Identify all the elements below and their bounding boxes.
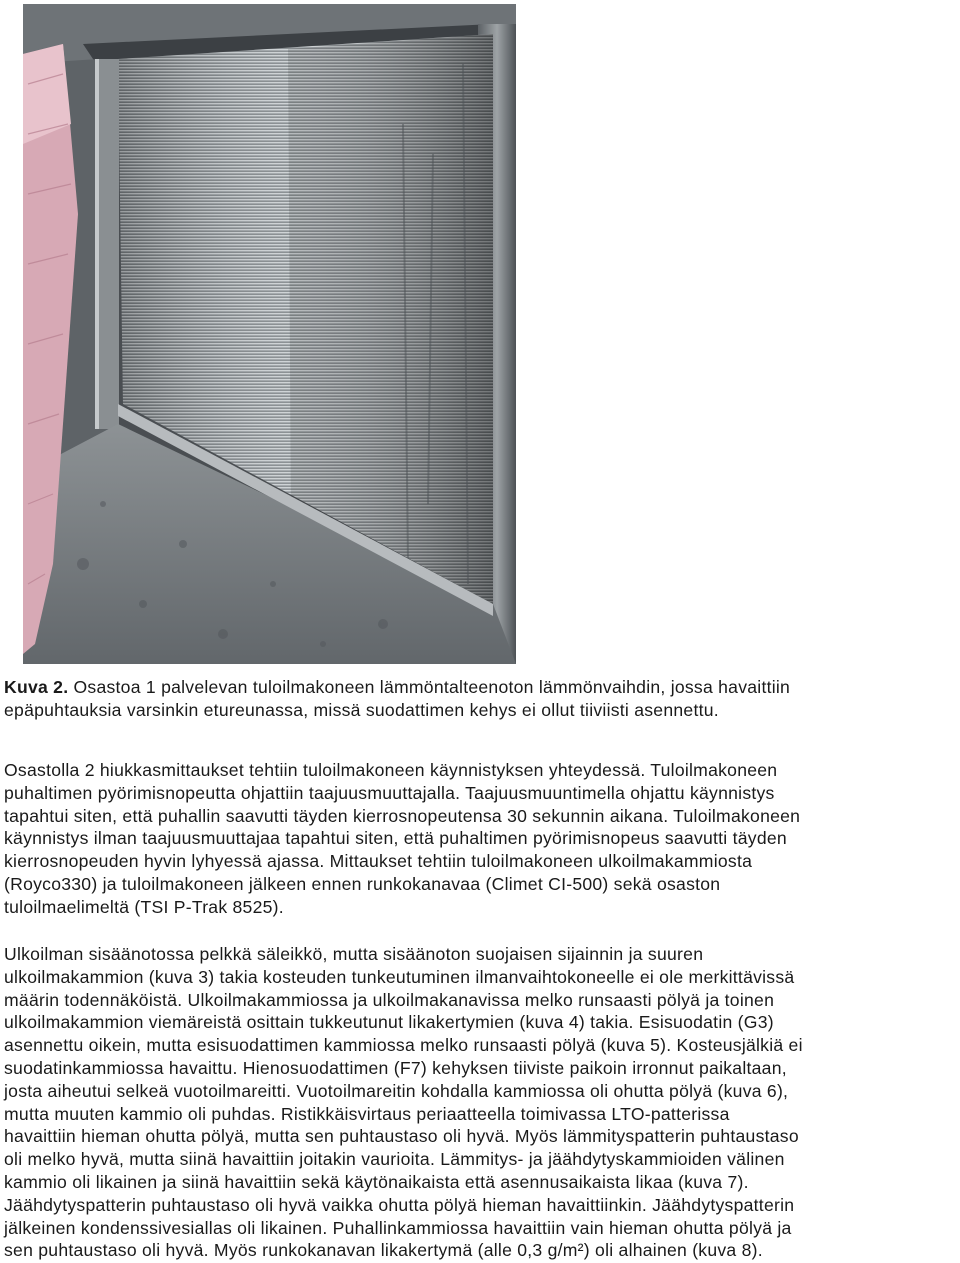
paragraph-line: tapahtui siten, että puhallin saavutti täyden kierrosnopeutensa 30 sekunnin aikana. Tuloilmakoneen [4,805,801,826]
paragraph-line: tuloilmaelimeltä (TSI P-Trak 8525). [4,896,284,917]
paragraph-line: oli melko hyvä, mutta siinä havaittiin joitakin vaurioita. Lämmitys- ja jäähdytyskammioiden välinen [4,1149,785,1170]
paragraph-line: jälkeinen kondenssivesiallas oli likainen. Puhallinkammiossa havaittiin vain hieman ohutta pölyä ja [4,1217,792,1238]
paragraph-line: ulkoilmakammion (kuva 3) takia kosteuden tunkeutuminen ilmanvaihtokoneelle ei ole merkittävissä [4,966,795,987]
paragraph-measurements [4,759,960,919]
paragraph-line: sen puhtaustaso oli hyvä. Myös runkokanavan likakertymä (alle 0,3 g/m²) oli alhainen (kuva 8). [4,1240,763,1261]
paragraph-line: määrin todennäköistä. Ulkoilmakammiossa ja ulkoilmakanavissa melko runsaasti pölyä ja toinen [4,989,775,1010]
paragraph-line: Osastolla 2 hiukkasmittaukset tehtiin tuloilmakoneen käynnistyksen yhteydessä. Tuloilmakoneen [4,760,778,780]
paragraph-inspection [4,943,960,1262]
caption-line [4,676,960,699]
paragraph-line: käynnistys ilman taajuusmuuttajaa tapahtui siten, että puhaltimen pyörimisnopeus saavutti täyden [4,828,787,849]
paragraph-line: suodatinkammiossa havaittu. Hienosuodattimen (F7) kehyksen tiiviste paikoin irronnut paikaltaan, [4,1057,787,1078]
paragraph-line: (Royco330) ja tuloilmakoneen jälkeen ennen runkokanavaa (Climet CI-500) sekä osaston [4,873,721,894]
paragraph-line: Ulkoilman sisäänotossa pelkkä säleikkö, mutta sisäänoton suojaisen sijainnin ja suuren [4,944,704,964]
heat-exchanger-photo [23,4,516,664]
paragraph-line: Jäähdytyspatterin puhtaustaso oli hyvä vaikka ohutta pölyä hieman havaittiinkin. Jäähdytyspatterin [4,1194,795,1215]
paragraph-line: kierrosnopeuden hyvin lyhyessä ajassa. Mittaukset tehtiin tuloilmakoneen ulkoilmakammiosta [4,851,753,872]
figure-label: Kuva 2. [4,677,69,697]
paragraph-line: havaittiin hieman ohutta pölyä, mutta sen puhtaustaso oli hyvä. Myös lämmityspatterin puhtaustaso [4,1126,799,1147]
paragraph-line: puhaltimen pyörimisnopeutta ohjattiin taajuusmuuttajalla. Taajuusmuuntimella ohjattu käynnistys [4,782,775,803]
caption-line: epäpuhtauksia varsinkin etureunassa, missä suodattimen kehys ei ollut tiiviisti asennettu. [4,699,719,720]
figure-caption [4,676,960,722]
paragraph-line: mutta muuten kammio oli puhdas. Ristikkäisvirtaus periaatteella toimivassa LTO-patterissa [4,1103,730,1124]
paragraph-line: ulkoilmakammion viemäreistä osittain tukkeutunut likakertymien (kuva 4) takia. Esisuodatin (G3) [4,1012,774,1033]
paragraph-line: asennettu oikein, mutta esisuodattimen kammiossa melko runsaasti pölyä (kuva 5). Kosteusjälkiä ei [4,1035,803,1056]
caption-text: Osastoa 1 palvelevan tuloilmakoneen lämmöntalteenoton lämmönvaihdin, jossa havaittiin [68,677,791,697]
paragraph-line: josta aiheutui selkeä vuotoilmareitti. Vuotoilmareitin kohdalla kammiossa oli ohutta pölyä (kuva 6), [4,1080,789,1101]
paragraph-line: kammio oli likainen ja siinä havaittiin sekä käytönaikaista että asennusaikaista likaa (kuva 7). [4,1171,749,1192]
